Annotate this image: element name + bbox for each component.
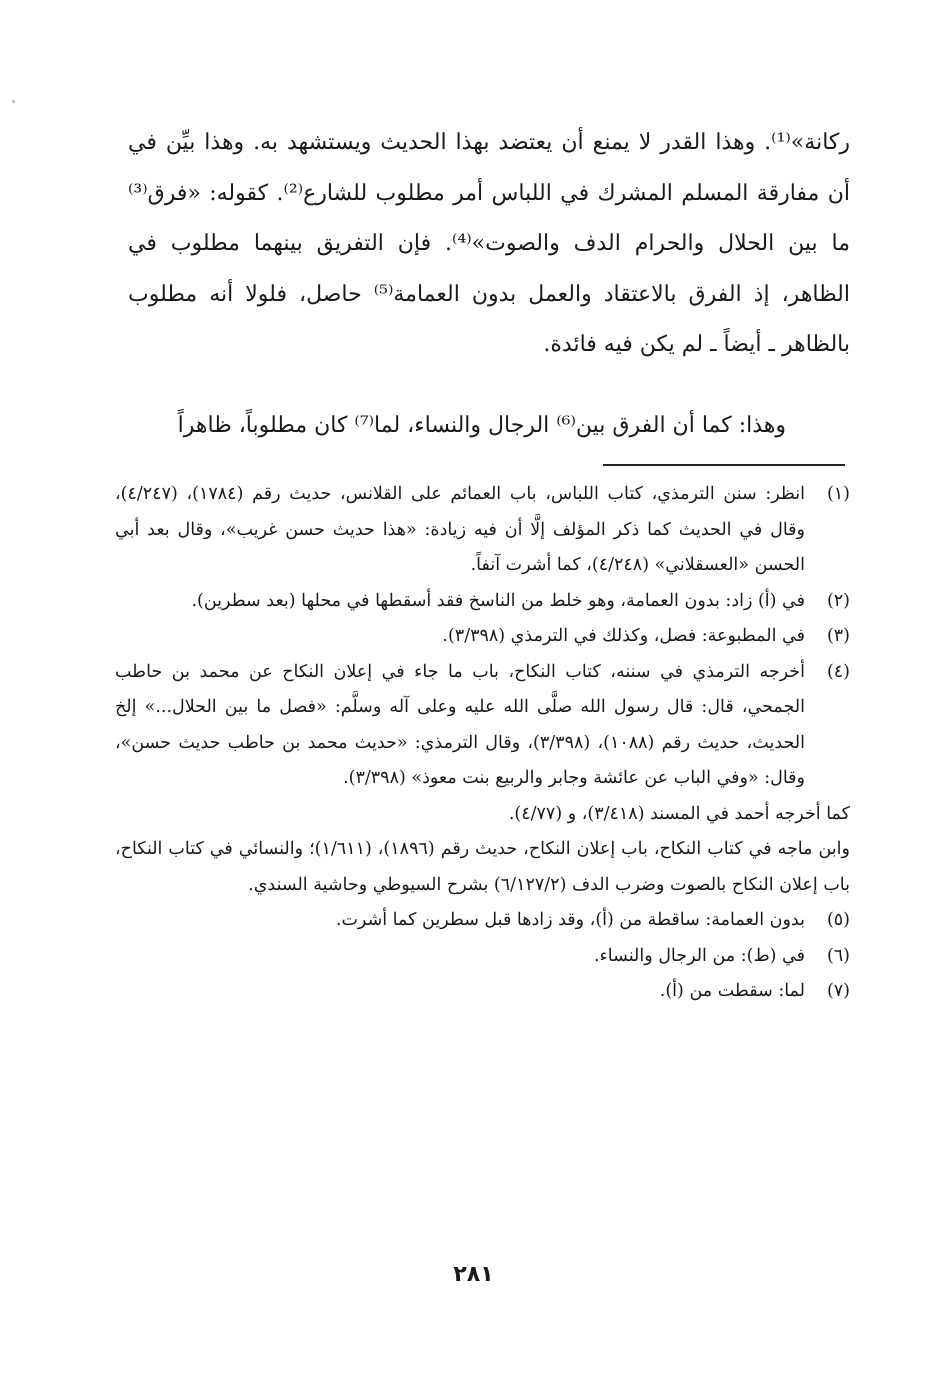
footnote-separator [603, 464, 845, 466]
footnote-5 [115, 903, 850, 939]
footnote-number: (١) [826, 484, 850, 504]
footnote-2 [115, 584, 850, 620]
footnote-number: (٣) [826, 626, 850, 646]
main-text [128, 118, 850, 451]
footnote-3 [115, 619, 850, 655]
main-paragraph-2 [128, 401, 850, 452]
footnote-number: (٤) [826, 661, 850, 682]
footnote-number: (٦) [826, 945, 850, 966]
footnote-text: في (أ) زاد: بدون العمامة، وهو خلط من الناسخ فقد أسقطها في محلها (بعد سطرين). [191, 590, 805, 611]
footnote-text: أخرجه الترمذي في سننه، كتاب النكاح، باب ما جاء في إعلان النكاح عن محمد بن حاطب الجمحي، قال: قال رسول الله صلَّى الله عليه وعلى آله وسلَّم: «فصل ما بين الحلال...» إلخ الحديث، حديث رقم (١٠٨٨)، (٣/٣٩٨)، وقال الترمذي: «حديث محمد بن حاطب حديث حسن»، وقال: «وفي الباب عن عائشة وجابر والربيع بنت معوذ» (٣/٣٩٨). [115, 661, 805, 788]
footnote-number: (٢) [826, 590, 850, 611]
footnote-4 [115, 655, 850, 797]
footnotes [115, 477, 850, 1010]
footnote-text: انظر: سنن الترمذي، كتاب اللباس، باب العمائم على القلانس، حديث رقم (١٧٨٤)، (٤/٢٤٧)، وقال في الحديث كما ذكر المؤلف إلَّا أن فيه زيادة: «هذا حديث حسن غريب»، وقال بعد أبي الحسن «العسقلاني» (٤/٢٤٨)، كما أشرت آنفاً. [115, 484, 805, 575]
footnote-number: (٥) [826, 910, 850, 930]
footnote-7 [115, 974, 850, 1010]
footnote-text: بدون العمامة: ساقطة من (أ)، وقد زادها قبل سطرين كما أشرت. [335, 910, 805, 930]
footnote-text: في (ط): من الرجال والنساء. [593, 945, 805, 966]
main-paragraph-2-text: وهذا: كما أن الفرق بين⁽⁶⁾ الرجال والنساء، لما⁽⁷⁾ كان مطلوباً، ظاهراً [177, 412, 786, 438]
footnote-4-ahmad: كما أخرجه أحمد في المسند (٣/٤١٨)، و (٤/٧٧). [508, 803, 850, 824]
scan-speck [12, 100, 15, 103]
footnote-text: لما: سقطت من (أ). [659, 981, 805, 1001]
footnote-4-ibn-majah: وابن ماجه في كتاب النكاح، باب إعلان النكاح، حديث رقم (١٨٩٦)، (١/٦١١)؛ والنسائي في كتاب النكاح، باب إعلان النكاح بالصوت وضرب الدف (٦/١٢٧/٢) بشرح السيوطي وحاشية السندي. [115, 839, 850, 895]
footnote-6 [115, 939, 850, 975]
footnote-1 [115, 477, 850, 584]
footnote-text: في المطبوعة: فصل، وكذلك في الترمذي (٣/٣٩٨). [442, 626, 805, 646]
footnote-number: (٧) [826, 981, 850, 1001]
main-paragraph-1: ركانة»⁽¹⁾. وهذا القدر لا يمنع أن يعتضد بهذا الحديث ويستشهد به. وهذا بيِّن في أن مفارقة المسلم المشرك في اللباس أمر مطلوب للشارع⁽²⁾. كقوله: «فرق⁽³⁾ ما بين الحلال والحرام الدف والصوت»⁽⁴⁾. فإن التفريق بينهما مطلوب في الظاهر، إذ الفرق بالاعتقاد والعمل بدون العمامة⁽⁵⁾ حاصل، فلولا أنه مطلوب بالظاهر ـ أيضاً ـ لم يكن فيه فائدة. [128, 130, 851, 357]
page-number: ٢٨١ [453, 1262, 494, 1287]
